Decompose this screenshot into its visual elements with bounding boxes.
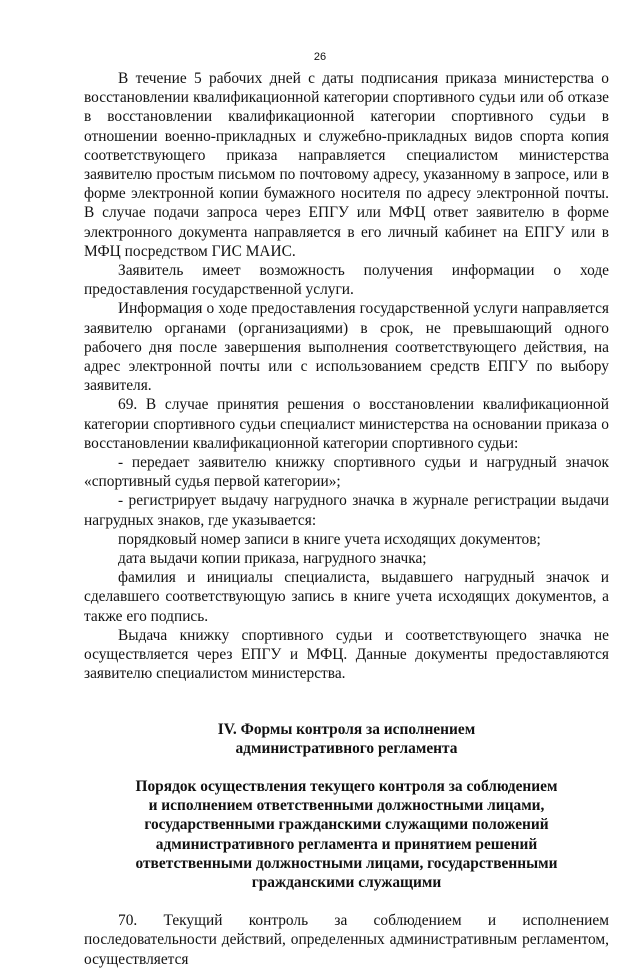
subsection-heading-line: государственными гражданскими служащими положений — [144, 816, 549, 834]
paragraph-no-epgu: Выдача книжку спортивного судьи и соответствующего значка не осуществляется через ЕПГУ и МФЦ. Данные документы предоставляются заявителю специалистом министерства. — [84, 626, 609, 683]
register-field-date: дата выдачи копии приказа, нагрудного значка; — [118, 550, 427, 568]
section-heading — [84, 720, 609, 758]
paragraph-applicant-info: Заявитель имеет возможность получения информации о ходе предоставления государственной услуги. — [84, 262, 609, 299]
subsection-heading — [84, 777, 609, 892]
page-number: 26 — [313, 51, 327, 63]
paragraph-69: 69. В случае принятия решения о восстановлении квалификационной категории спортивного судьи специалист министерства на основании приказа о восстановлении квалификационной категории спортивного судьи: — [84, 396, 609, 452]
register-field-specialist: фамилия и инициалы специалиста, выдавшего нагрудный значок и сделавшего соответствующую запись в книге учета исходящих документов, а также его подпись. — [84, 569, 609, 625]
subsection-heading-line: Порядок осуществления текущего контроля за соблюдением — [135, 777, 558, 795]
register-field-number: порядковый номер записи в книге учета исходящих документов; — [118, 530, 541, 548]
paragraph-response-delivery: В течение 5 рабочих дней с даты подписания приказа министерства о восстановлении квалификационной категории спортивного судьи или об отказе в восстановлении квалификационной категории спортивного судьи в отношении военно-прикладных и служебно-прикладных видов спорта копия соответствующего приказа направляется специалистом министерства заявителю простым письмом по почтовому адресу, указанному в запросе, или в форме электронной копии бумажного носителя по адресу электронной почты. В случае подачи запроса через ЕПГУ или МФЦ ответ заявителю в форме электронного документа направляется в его личный кабинет на ЕПГУ или в МФЦ посредством ГИС МАИС. — [84, 70, 609, 260]
subsection-heading-line: гражданскими служащими — [251, 873, 442, 891]
document-body — [84, 69, 609, 969]
list-item-handover: - передает заявителю книжку спортивного судьи и нагрудный значок «спортивный судья первой категории»; — [84, 454, 609, 491]
paragraph-70: 70. Текущий контроль за соблюдением и исполнением последовательности действий, определенных административным регламентом, осуществляется — [84, 912, 609, 968]
section-heading-line: административного регламента — [235, 739, 458, 757]
subsection-heading-line: и исполнением ответственными должностными лицами, — [148, 797, 545, 815]
section-heading-line: IV. Формы контроля за исполнением — [217, 720, 476, 738]
subsection-heading-line: административного регламента и принятием решений — [155, 835, 538, 853]
list-item-register: - регистрирует выдачу нагрудного значка в журнале регистрации выдачи нагрудных знаков, где указывается: — [84, 492, 609, 529]
paragraph-progress-info: Информация о ходе предоставления государственной услуги направляется заявителю органами (организациями) в срок, не превышающий одного рабочего дня после завершения выполнения соответствующего действия, на адрес электронной почты или с использованием средств ЕПГУ по выбору заявителя. — [84, 300, 609, 395]
subsection-heading-line: ответственными должностными лицами, государственными — [135, 854, 558, 872]
